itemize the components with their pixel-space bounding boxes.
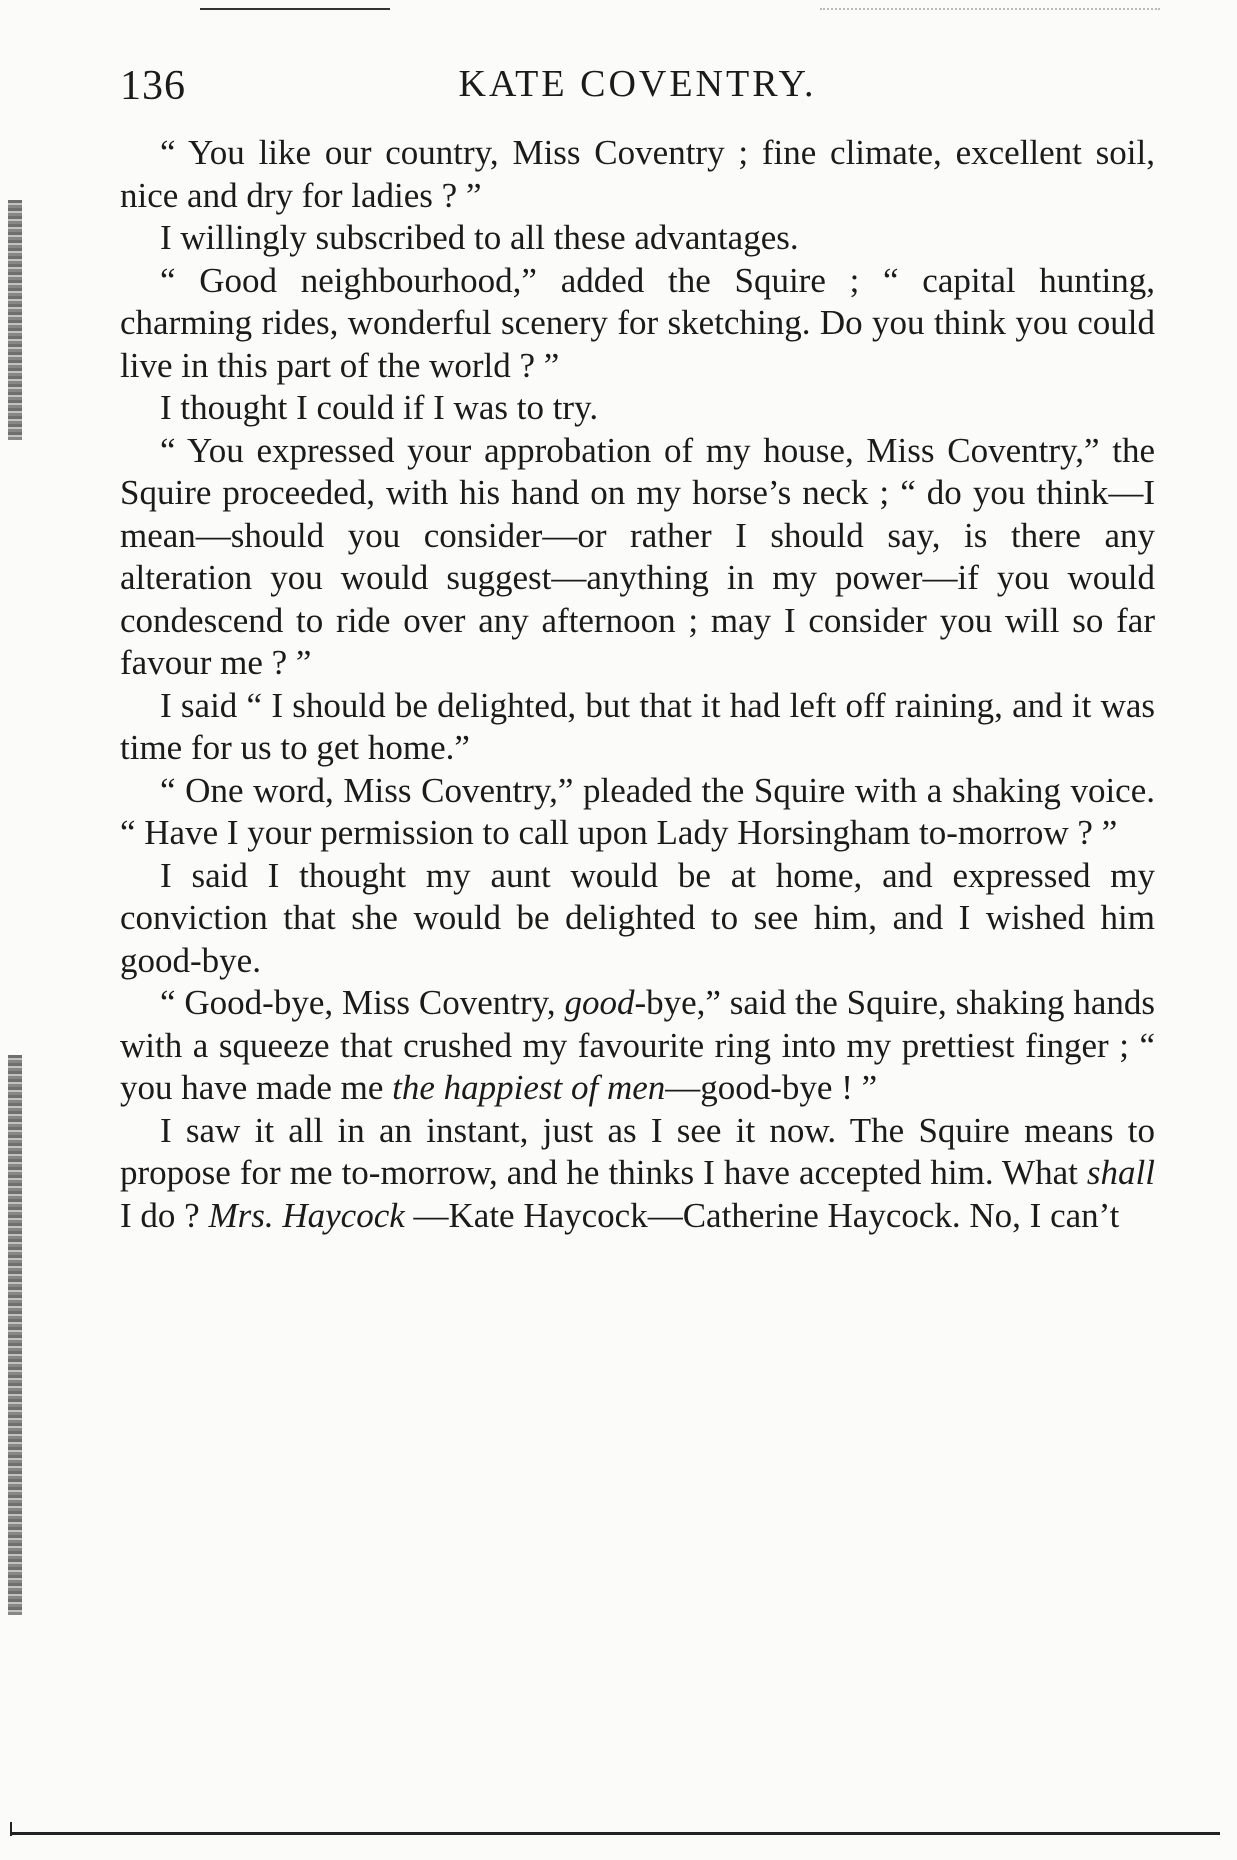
paragraph: “ You like our country, Miss Coventry ; fine climate, excellent soil, nice and dry for ladies ? ” <box>120 133 1155 215</box>
paragraph: I thought I could if I was to try. <box>160 388 599 427</box>
paragraph-text: -bye,” said the Squire, shaking hands with a squeeze that crushed my favourite ring into my prettiest finger ; “ you have made me <box>120 983 1155 1107</box>
paragraph <box>120 982 1155 1110</box>
paragraph-text: “ Good-bye, Miss Coventry, <box>160 983 565 1022</box>
paragraph-text: —Kate Haycock—Catherine Haycock. No, I can’t <box>404 1195 1120 1235</box>
body-text <box>120 132 1155 1237</box>
page-header <box>120 62 1155 122</box>
binding-mark-lower <box>8 1055 22 1615</box>
binding-mark-upper <box>8 200 22 440</box>
emphasis: shall <box>1086 1153 1155 1192</box>
running-title: KATE COVENTRY. <box>458 63 817 105</box>
emphasis: good <box>564 983 635 1022</box>
paragraph: I said I thought my aunt would be at home, and expressed my conviction that she would be delighted to see him, and I wished him good-bye. <box>120 855 1155 980</box>
paragraph: I willingly subscribed to all these advantages. <box>160 218 799 257</box>
paragraph: “ Good neighbourhood,” added the Squire ; “ capital hunting, charming rides, wonderful scenery for sketching. Do you think you could live in this part of the world ? ” <box>120 260 1155 385</box>
top-rule <box>200 8 390 10</box>
paragraph <box>120 1110 1155 1238</box>
paragraph: I said “ I should be delighted, but that it had left off raining, and it was time for us to get home.” <box>120 685 1155 767</box>
paragraph-text: —good-bye ! ” <box>665 1068 878 1107</box>
paragraph-text: I saw it all in an instant, just as I see it now. The Squire means to propose for me to-morrow, and he thinks I have accepted him. What <box>120 1110 1155 1192</box>
paragraph: “ You expressed your approbation of my house, Miss Coventry,” the Squire proceeded, with his hand on my horse’s neck ; “ do you think—I mean—should you consider—or rather I should say, is there any alteration you would suggest—anything in my power—if you would condescend to ride over any afternoon ; may I consider you will so far favour me ? ” <box>120 430 1155 682</box>
page-number: 136 <box>120 63 186 109</box>
bottom-rule <box>10 1832 1220 1835</box>
emphasis: the happiest of men <box>392 1068 666 1107</box>
emphasis: Mrs. Haycock <box>208 1195 405 1235</box>
top-speckle <box>820 8 1160 11</box>
paragraph: “ One word, Miss Coventry,” pleaded the Squire with a shaking voice. “ Have I your permission to call upon Lady Horsingham to-morrow ? ” <box>120 770 1155 852</box>
paragraph-text: I do ? <box>120 1195 209 1235</box>
